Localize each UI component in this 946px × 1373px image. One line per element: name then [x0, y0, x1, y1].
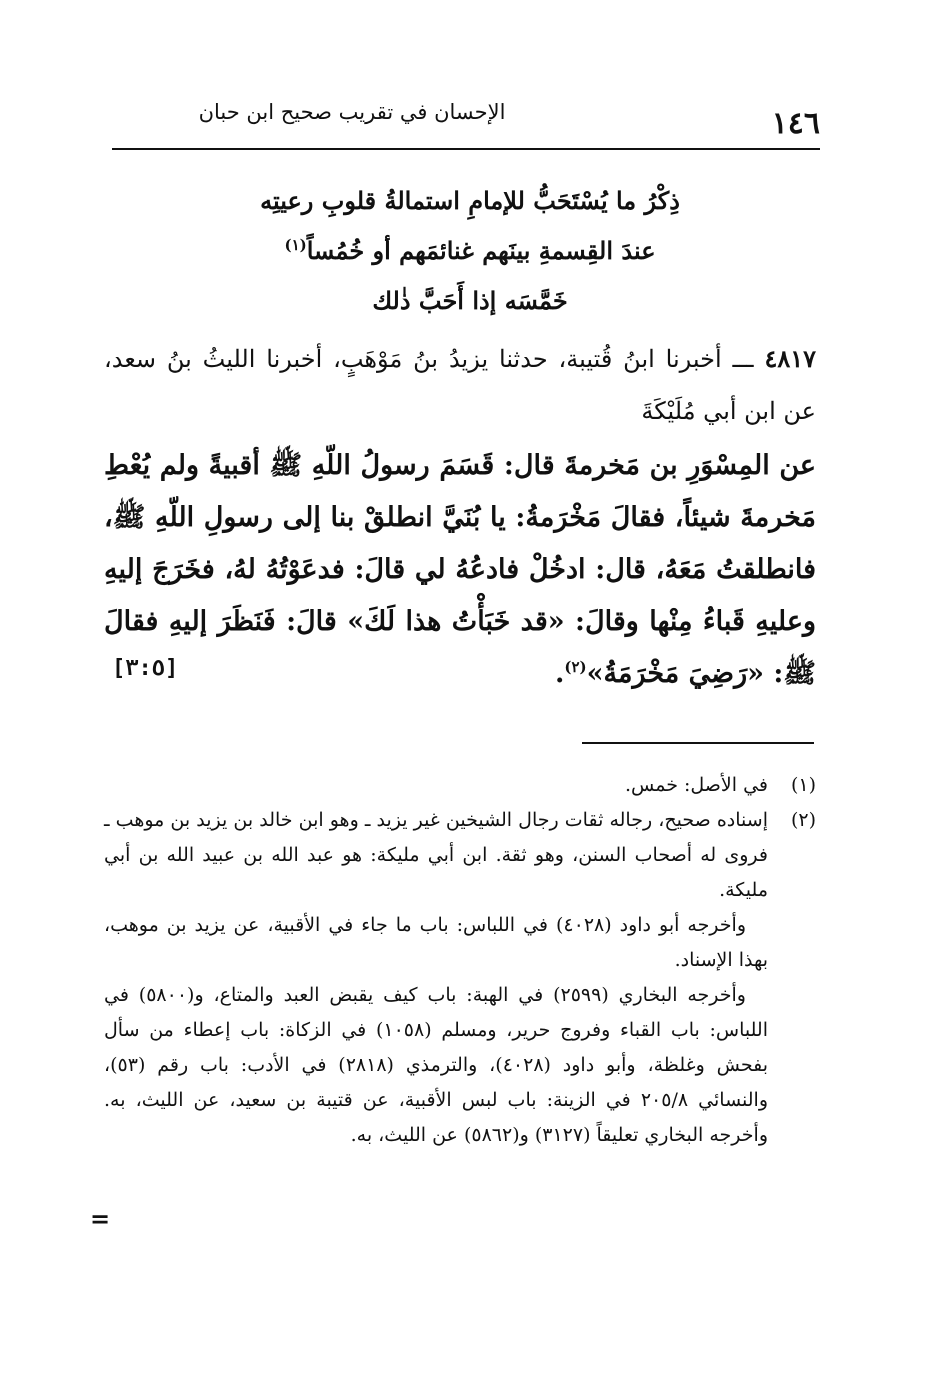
- chapter-title-line-2-text: عندَ القِسمةِ بينَهم غنائمَهم أو خُمُساً: [306, 236, 656, 265]
- chapter-title-line-3: خَمَّسَه إذا أَحَبَّ ذٰلك: [372, 286, 568, 315]
- page-number: ١٤٦: [771, 106, 820, 141]
- footnote-text: في الأصل: خمس.: [624, 774, 768, 796]
- footnote-text: إسناده صحيح، رجاله ثقات رجال الشيخين غير يزيد ـ وهو ابن خالد بن يزيد بن موهب ـ فروى له أصحاب السنن، وهو ثقة. ابن أبي مليكة: هو عبد الله بن عبيد الله بن أبي مليكة.: [104, 809, 768, 901]
- hadith-isnad: [104, 333, 816, 437]
- isnad-text: أخبرنا ابنُ قُتيبة، حدثنا يزيدُ بنُ مَوْهَبٍ، أخبرنا الليثُ بنُ سعد، عن ابن أبي مُلَيْكَةَ: [104, 345, 816, 425]
- hadith-number: ٤٨١٧: [764, 344, 816, 373]
- chapter-title-line-1: ذِكْرُ ما يُسْتَحَبُّ للإمامِ استمالةُ قلوبِ رعيتِه: [260, 186, 680, 215]
- footnote-paragraph-abu-dawud: وأخرجه أبو داود (٤٠٢٨) في اللباس: باب ما جاء في الأقبية، عن يزيد بن موهب، بهذا الإسناد.: [104, 914, 768, 971]
- chapter-title-line-2: [150, 226, 790, 276]
- matn-footnote-ref: (٢): [564, 658, 587, 676]
- footnotes: [104, 768, 816, 1153]
- footnote-number: (٢): [790, 809, 816, 831]
- matn-text: عن المِسْوَرِ بن مَخرمةَ قال: قَسَمَ رسولُ اللّهِ ﷺ أقبيةً ولم يُعْطِ مَخرمةَ شيئاً، فقالَ مَخْرَمةُ: يا بُنَيَّ انطلقْ بنا إلى رسولِ اللّهِ ﷺ، فانطلقتُ مَعَهُ، قال: ادخُلْ فادعُهُ لي قالَ: فدعَوْتُهُ لهُ، فخَرَجَ إليهِ وعليهِ قَباءُ مِنْها وقالَ: «قد خَبَأْتُ هذا لَكَ» قالَ: فَنَظَرَ إليهِ فقالَ ﷺ: «رَضِيَ مَخْرَمَةُ»: [104, 450, 816, 689]
- hadith-dash: ـــ: [732, 345, 754, 373]
- continuation-mark: =: [90, 1204, 111, 1233]
- running-title: الإحسان في تقريب صحيح ابن حبان: [198, 100, 506, 124]
- footnote-number: (١): [790, 774, 816, 796]
- footnote-2: [104, 803, 816, 908]
- hadith-matn: [104, 440, 816, 700]
- footnote-divider: [582, 742, 814, 744]
- chapter-title: [150, 176, 790, 326]
- chapter-title-footnote-ref: (١): [284, 236, 307, 254]
- footnote-1: [104, 768, 816, 803]
- matn-end: .: [554, 658, 565, 689]
- page-header: [112, 92, 820, 150]
- source-reference: [٣:٥]: [112, 656, 179, 681]
- footnote-paragraph-bukhari: وأخرجه البخاري (٢٥٩٩) في الهبة: باب كيف يقبض العبد والمتاع، و(٥٨٠٠) في اللباس: باب القباء وفروج حرير، ومسلم (١٠٥٨) في الزكاة: باب إعطاء من سأل بفحش وغلظة، وأبو داود (٤٠٢٨)، والترمذي (٢٨١٨) في الأدب: باب رقم (٥٣)، والنسائي ٢٠٥/٨ في الزينة: باب لبس الأقبية، عن قتيبة بن سعيد، عن الليث، به. وأخرجه البخاري تعليقاً (٣١٢٧) و(٥٨٦٢) عن الليث، به.: [104, 984, 768, 1146]
